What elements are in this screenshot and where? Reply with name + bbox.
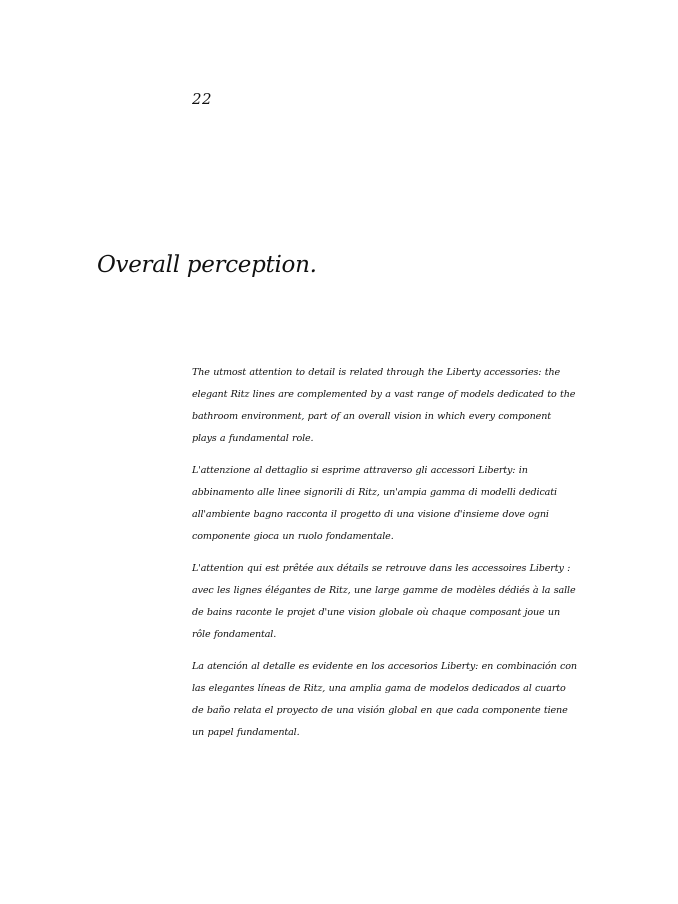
page-number: 22	[192, 90, 213, 108]
paragraph-french: L'attention qui est prêtée aux détails se retrouve dans les accessoires Liberty : avec les lignes élégantes de Ritz, une large gamme de modèles dédiés à la salle de bains raconte le projet d'une vision globale où chaque composant joue un rôle fondamental.	[192, 563, 576, 640]
paragraph-english: The utmost attention to detail is related through the Liberty accessories: the elegant Ritz lines are complemented by a vast range of models dedicated to the bathroom environment, part of an overall vision in which every component plays a fundamental role.	[192, 367, 576, 444]
section-title: Overall perception.	[97, 252, 317, 278]
paragraph-italian: L'attenzione al dettaglio si esprime attraverso gli accessori Liberty: in abbinamento alle linee signorili di Ritz, un'ampia gamma di modelli dedicati all'ambiente bagno racconta il progetto di una visione d'insieme dove ogni componente gioca un ruolo fondamentale.	[192, 465, 557, 542]
paragraph-spanish: La atención al detalle es evidente en los accesorios Liberty: en combinación con las elegantes líneas de Ritz, una amplia gama de modelos dedicados al cuarto de baño relata el proyecto de una visión global en que cada componente tiene un papel fundamental.	[192, 661, 577, 738]
